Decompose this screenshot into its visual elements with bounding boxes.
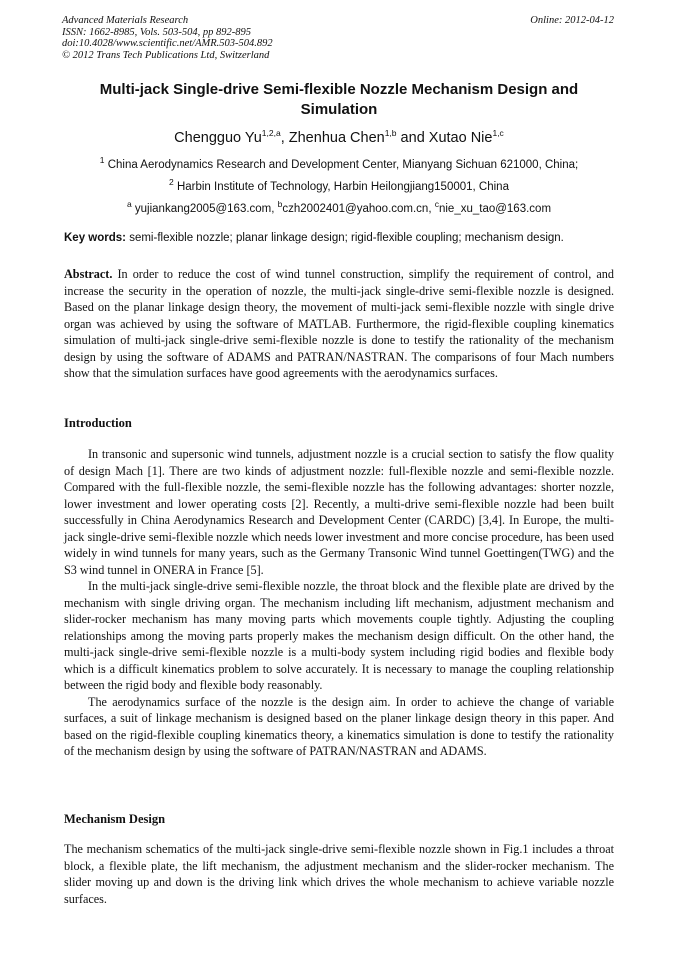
section-heading-introduction: Introduction [64, 416, 132, 430]
author-sup: 1,b [384, 128, 397, 138]
affiliation-2 [62, 177, 616, 193]
title-line-2: Simulation [300, 101, 378, 118]
affiliation-text: Harbin Institute of Technology, Harbin Heilongjiang150001, China [176, 180, 509, 193]
introduction-body [64, 446, 614, 760]
paragraph: In the multi-jack single-drive semi-flexible nozzle, the throat block and the flexible plate are drived by the mechanism with single driving organ. The mechanism including lift mechanism, adjustment mechanism and slider-rocker mechanism has many moving parts which movements couple tightly. Adjusting the coupling relationships among the moving parts properly makes the mechanism design difficult. On the other hand, the multi-jack single-drive semi-flexible nozzle is a multi-body system including rigid bodies and flexible body which is a difficult kinematics problem to solve accurately. It is necessary to manage the coupling relationship between the rigid body and flexible body reasonably. [64, 579, 614, 692]
paper-title [62, 80, 616, 120]
keywords-text: semi-flexible nozzle; planar linkage design; rigid-flexible coupling; mechanism design. [129, 232, 564, 244]
mechanism-body [64, 841, 614, 907]
abstract [64, 266, 614, 382]
affiliation-sup: 1 [99, 155, 105, 165]
doi-line: doi:10.4028/www.scientific.net/AMR.503-504.892 [62, 38, 273, 50]
author-list [62, 128, 616, 146]
online-date: Online: 2012-04-12 [530, 15, 614, 26]
author-sup: 1,2,a [261, 128, 281, 138]
copyright-line: © 2012 Trans Tech Publications Ltd, Switzerland [62, 49, 270, 61]
affiliation-sup: 2 [169, 177, 174, 187]
abstract-text: In order to reduce the cost of wind tunnel construction, simplify the requirement of control, and increase the security in the operation of nozzle, the multi-jack single-drive semi-flexible nozzle is designed. Based on the planar linkage design theory, the movement of multi-jack semi-flexible nozzle with single drive organ was achieved by using the software of MATLAB. Furthermore, the rigid-flexible coupling kinematics simulation of multi-jack single-drive semi-flexible nozzle is done to testify the rationality of the mechanism design by using the software of ADAMS and PATRAN/NASTRAN. The comparisons of four Mach numbers show that the simulation surfaces have good agreements with the aerodynamics surfaces. [64, 267, 614, 380]
email-sup: a [126, 199, 132, 209]
affiliation-1 [62, 155, 616, 171]
title-line-1: Multi-jack Single-drive Semi-flexible Nozzle Mechanism Design and [99, 81, 579, 98]
affiliation-text: China Aerodynamics Research and Development Center, Mianyang Sichuan 621000, China; [107, 158, 579, 171]
paragraph: In transonic and supersonic wind tunnels, adjustment nozzle is a crucial section to satisfy the flow quality of design Mach [1]. There are two kinds of adjustment nozzle: full-flexible nozzle and semi-flexible nozzle. Compared with the full-flexible nozzle, the semi-flexible nozzle has the following advantages: shorter nozzle, lower investment and lower operating costs [2]. Recently, a multi-drive semi-flexible nozzle had been built successfully in China Aerodynamics Research and Development Center (CARDC) [3,4]. In Europe, the multi-jack single-drive semi-flexible nozzle which needs lower investment and more concise procedure, has been used widely in wind tunnels for many years, such as the Germany Transonic Wind tunnel Goettingen(TWG) and the S3 wind tunnel in ONERA in France [5]. [64, 447, 614, 577]
author-sup: 1,c [492, 128, 504, 138]
keywords-label: Key words: [64, 232, 126, 244]
email-text: yujiankang2005@163.com, [134, 202, 278, 215]
paragraph: The mechanism schematics of the multi-jack single-drive semi-flexible nozzle shown in Fig.1 includes a throat block, a flexible plate, the lift mechanism, the adjustment mechanism and the slider-rocker mechanism. The slider moving up and down is the driving link which drives the whole mechanism to achieve variable nozzle surfaces. [64, 842, 614, 906]
journal-name: Advanced Materials Research [62, 15, 189, 26]
paragraph: The aerodynamics surface of the nozzle is the design aim. In order to achieve the change of variable surfaces, a suit of linkage mechanism is designed based on the planer linkage design theory in this paper. And based on the rigid-flexible coupling kinematics theory, a kinematics simulation is done to testify the rationality of the mechanism design by using the software of PATRAN/NASTRAN and ADAMS. [64, 694, 614, 758]
keywords [64, 232, 616, 244]
email-sup: c [434, 199, 439, 209]
author-name: Zhenhua Chen [288, 129, 385, 146]
email-text: nie_xu_tao@163.com [438, 202, 552, 215]
author-sep: and [396, 129, 429, 146]
author-sep: , [280, 129, 289, 146]
author-name: Xutao Nie [428, 129, 493, 146]
issn-line: ISSN: 1662-8985, Vols. 503-504, pp 892-895 [62, 26, 251, 38]
author-name: Chengguo Yu [174, 129, 262, 146]
abstract-label: Abstract. [64, 267, 113, 281]
email-text: czh2002401@yahoo.com.cn, [282, 202, 435, 215]
email-line [62, 199, 616, 215]
email-sup: b [277, 199, 283, 209]
section-heading-mechanism-design: Mechanism Design [64, 812, 166, 826]
journal-header [62, 15, 273, 61]
